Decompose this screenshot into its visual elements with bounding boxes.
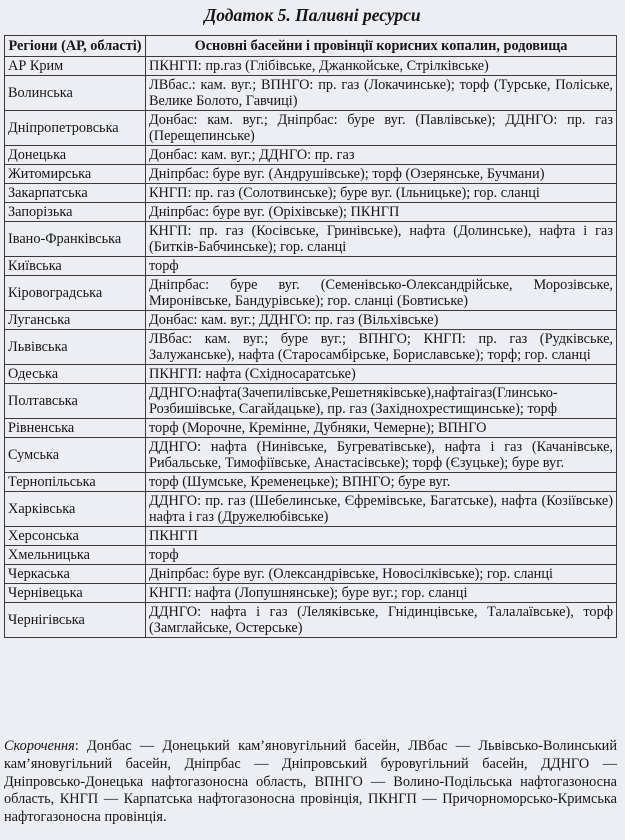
page-title: Додаток 5. Паливні ресурси: [204, 5, 421, 25]
table-row: [5, 57, 617, 76]
region-cell: Полтавська: [5, 384, 146, 419]
region-cell: Житомирська: [5, 165, 146, 184]
abbreviations-note: [4, 738, 617, 827]
resources-cell: ДДНГО: пр. газ (Шебелинське, Єфремівське, Багатське), нафта (Козіївське) нафта і газ (Дружелюбівське): [146, 492, 617, 527]
resources-cell: ЛВбас.: кам. вуг.; ВПНГО: пр. газ (Локачинське); торф (Турське, Поліське, Велике Болото, Гавчиці): [146, 76, 617, 111]
header-regions: Регіони (АР, області): [5, 36, 146, 57]
resources-cell: Дніпрбас: буре вуг. (Семенівсько-Олександрійське, Морозівське, Миронівське, Бандурівське); гор. сланці (Бовтиське): [146, 276, 617, 311]
table-row: [5, 492, 617, 527]
table-row: [5, 203, 617, 222]
resources-cell: ДДНГО: нафта (Нинівське, Бугреватівське), нафта і газ (Качанівське, Рибальське, Тимофіївське, Анастасівське); торф (Єзуцьке); буре вуг.: [146, 438, 617, 473]
abbreviations-text: : Донбас — Донецький кам’яновугільний басейн, ЛВбас — Львівсько-Волинський кам’яновугільний басейн, Дніпрбас — Дніпровський буровугільний басейн, ДДНГО — Дніпровсько-Донецька нафтогазоносна область, ВПНГО — Волино-Подільська нафтогазоносна область, КНГП — Карпатська нафтогазоносна провінція, ПКНГП — Причорноморсько-Кримська нафтогазоносна провінція.: [4, 738, 617, 826]
region-cell: Одеська: [5, 365, 146, 384]
table-row: [5, 527, 617, 546]
region-cell: Львівська: [5, 330, 146, 365]
resources-cell: ДДНГО:нафта(Зачепилівське,Решетняківське),нафтаігаз(Глинсько-Розбишівське, Сагайдацьке), пр. газ (Західнохрестищинське); торф: [146, 384, 617, 419]
table-header-row: [5, 36, 617, 57]
resources-cell: ДДНГО: нафта і газ (Леляківське, Гнідинцівське, Талалаївське), торф (Замглайське, Остерське): [146, 603, 617, 638]
region-cell: Тернопільська: [5, 473, 146, 492]
resources-cell: КНГП: пр. газ (Солотвинське); буре вуг. (Ільницьке); гор. сланці: [146, 184, 617, 203]
resources-cell: торф (Морочне, Кремінне, Дубняки, Чемерне); ВПНГО: [146, 419, 617, 438]
region-cell: Запорізька: [5, 203, 146, 222]
table-row: [5, 419, 617, 438]
resources-cell: ПКНГП: нафта (Східносаратське): [146, 365, 617, 384]
region-cell: Херсонська: [5, 527, 146, 546]
resources-cell: КНГП: нафта (Лопушнянське); буре вуг.; гор. сланці: [146, 584, 617, 603]
table-row: [5, 165, 617, 184]
table-row: [5, 473, 617, 492]
region-cell: Чернівецька: [5, 584, 146, 603]
table-row: [5, 330, 617, 365]
region-cell: Черкаська: [5, 565, 146, 584]
abbreviations-lead: Скорочення: [4, 738, 75, 754]
resources-cell: Дніпрбас: буре вуг. (Олександрівське, Новосілківське); гор. сланці: [146, 565, 617, 584]
header-resources: Основні басейни і провінції корисних копалин, родовища: [146, 36, 617, 57]
region-cell: Луганська: [5, 311, 146, 330]
region-cell: Рівненська: [5, 419, 146, 438]
table-row: [5, 222, 617, 257]
resources-cell: ЛВбас: кам. вуг.; буре вуг.; ВПНГО; КНГП: пр. газ (Рудківське, Залужанське), нафта (Старосамбірське, Бориславське); торф; гор. сланці: [146, 330, 617, 365]
region-cell: Донецька: [5, 146, 146, 165]
table-row: [5, 111, 617, 146]
region-cell: Харківська: [5, 492, 146, 527]
region-cell: Дніпропетровська: [5, 111, 146, 146]
resources-cell: торф: [146, 546, 617, 565]
region-cell: Закарпатська: [5, 184, 146, 203]
region-cell: Хмельницька: [5, 546, 146, 565]
table-row: [5, 257, 617, 276]
table-row: [5, 365, 617, 384]
table-row: [5, 384, 617, 419]
table-row: [5, 438, 617, 473]
region-cell: Кіровоградська: [5, 276, 146, 311]
region-cell: Івано-Франківська: [5, 222, 146, 257]
table-row: [5, 146, 617, 165]
resources-cell: Донбас: кам. вуг.; ДДНГО: пр. газ: [146, 146, 617, 165]
table-row: [5, 311, 617, 330]
table-row: [5, 546, 617, 565]
resources-cell: торф: [146, 257, 617, 276]
region-cell: Київська: [5, 257, 146, 276]
table-row: [5, 603, 617, 638]
region-cell: Чернігівська: [5, 603, 146, 638]
table-row: [5, 184, 617, 203]
table-row: [5, 76, 617, 111]
fuel-resources-table: [4, 35, 617, 638]
resources-cell: Донбас: кам. вуг.; Дніпрбас: буре вуг. (Павлівське); ДДНГО: пр. газ (Перещепинське): [146, 111, 617, 146]
table-row: [5, 276, 617, 311]
region-cell: Волинська: [5, 76, 146, 111]
table-row: [5, 565, 617, 584]
region-cell: Сумська: [5, 438, 146, 473]
table-row: [5, 584, 617, 603]
table-body: [5, 57, 617, 638]
resources-cell: ПКНГП: [146, 527, 617, 546]
resources-cell: КНГП: пр. газ (Косівське, Гринівське), нафта (Долинське), нафта і газ (Битків-Бабчинське); гор. сланці: [146, 222, 617, 257]
region-cell: АР Крим: [5, 57, 146, 76]
resources-cell: торф (Шумське, Кременецьке); ВПНГО; буре вуг.: [146, 473, 617, 492]
resources-cell: ПКНГП: пр.газ (Глібівське, Джанкойське, Стрілківське): [146, 57, 617, 76]
resources-cell: Дніпрбас: буре вуг. (Оріхівське); ПКНГП: [146, 203, 617, 222]
resources-cell: Дніпрбас: буре вуг. (Андрушівське); торф (Озерянське, Бучмани): [146, 165, 617, 184]
resources-cell: Донбас: кам. вуг.; ДДНГО: пр. газ (Вільхівське): [146, 311, 617, 330]
